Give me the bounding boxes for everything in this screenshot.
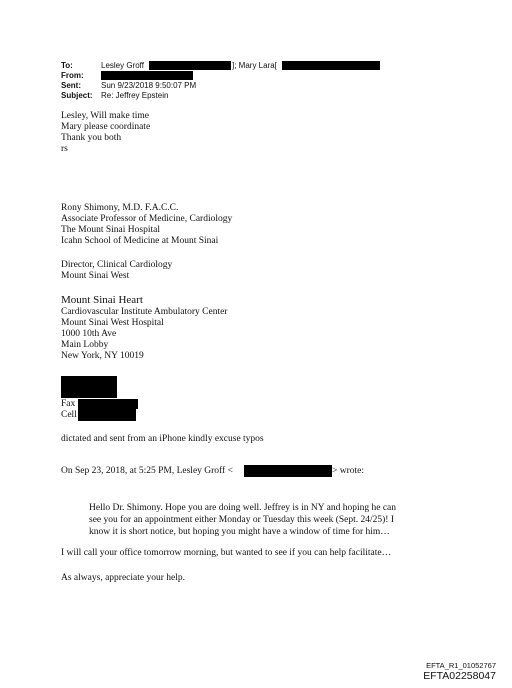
to-recipient-1: Lesley Groff [101,61,144,70]
quoted-message-line: Hello Dr. Shimony. Hope you are doing well. Jeffrey is in NY and hoping he can [89,503,397,513]
quoted-followup: I will call your office tomorrow morning, but wanted to see if you can help facilitate… [61,548,392,558]
header-sent [61,81,196,91]
address-line: Cardiovascular Institute Ambulatory Center [61,307,228,317]
signature-line: Icahn School of Medicine at Mount Sinai [61,236,219,246]
quoted-message-line: see you for an appointment either Monday or Tuesday this week (Sept. 24/25)! I [89,515,394,525]
address-line: 1000 10th Ave [61,329,117,339]
cell-label: Cell [61,410,77,420]
to-recipient-2: ]; Mary Lara[ [232,61,277,70]
header-to [61,61,144,71]
redaction-cell [78,409,136,421]
reply-line: Mary please coordinate [61,122,151,132]
reply-line: Lesley, Will make time [61,111,149,121]
redaction-to-email-2 [282,61,380,70]
redaction-quoted-email [244,465,332,477]
reply-line: Thank you both [61,133,122,143]
redaction-phone [61,376,117,398]
iphone-note: dictated and sent from an iPhone kindly excuse typos [61,434,264,444]
header-subject [61,91,168,101]
redaction-from [101,71,193,80]
quoted-message-line: know it is short notice, but hoping you might have a window of time for him… [89,527,390,537]
fax-label: Fax [61,399,76,409]
address-line: Main Lobby [61,340,109,350]
quoted-intro-suffix: > wrote: [332,466,365,476]
from-label: From: [61,71,84,80]
signature-line: Mount Sinai West [61,271,130,281]
quoted-intro-prefix: On Sep 23, 2018, at 5:25 PM, Lesley Groff < [61,466,233,476]
signature-line: Director, Clinical Cardiology [61,260,173,270]
heart-title: Mount Sinai Heart [61,294,143,306]
footer-id-small: EFTA_R1_01052767 [426,661,496,670]
subject-label: Subject: [61,91,93,100]
subject-value: Re: Jeffrey Epstein [101,91,169,100]
quoted-closing: As always, appreciate your help. [61,573,185,583]
reply-line: rs [61,144,68,154]
signature-line: The Mount Sinai Hospital [61,225,160,235]
to-label: To: [61,61,73,70]
redaction-fax [78,399,138,409]
footer-id-large: EFTA02258047 [423,670,496,682]
sent-value: Sun 9/23/2018 9:50:07 PM [101,81,197,90]
signature-name: Rony Shimony, M.D. F.A.C.C. [61,203,179,213]
signature-line: Associate Professor of Medicine, Cardiology [61,214,233,224]
sent-label: Sent: [61,81,81,90]
redaction-to-email-1 [149,61,231,70]
address-line: Mount Sinai West Hospital [61,318,164,328]
header-from [61,71,101,81]
address-line: New York, NY 10019 [61,351,144,361]
